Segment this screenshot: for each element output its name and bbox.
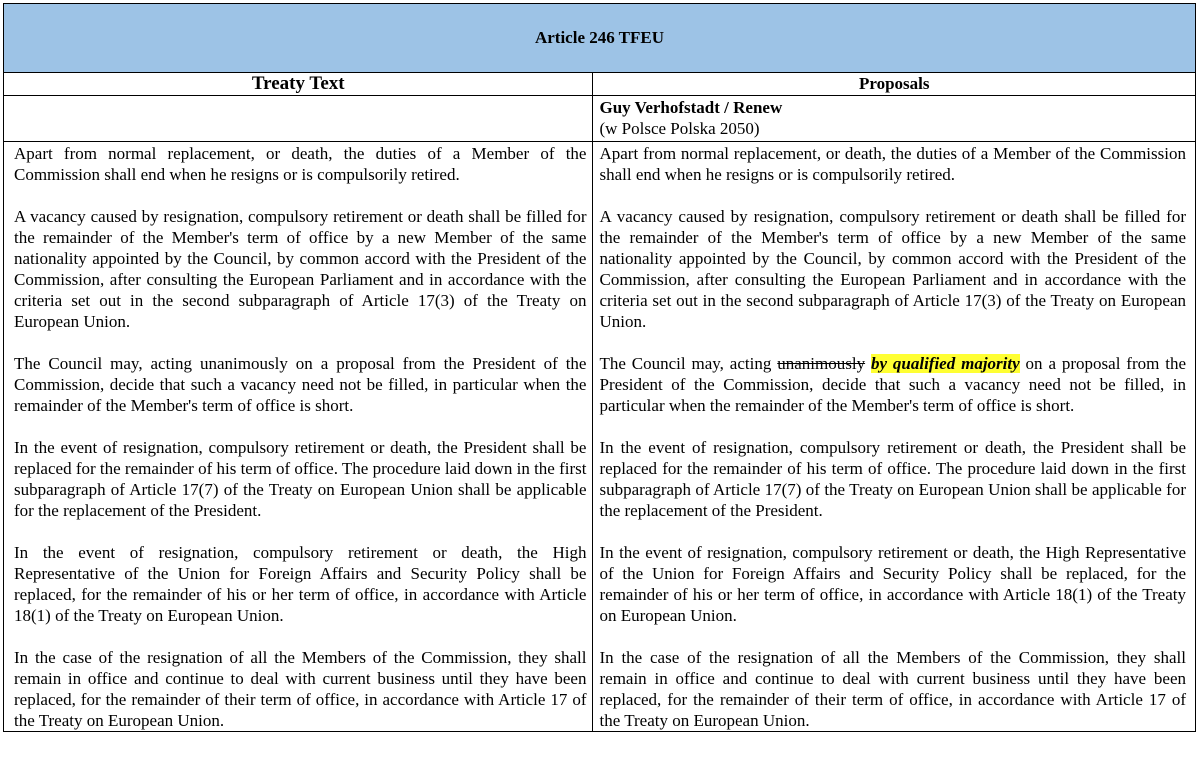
proposer-name: Guy Verhofstadt / Renew bbox=[599, 98, 783, 117]
treaty-paragraph-1: Apart from normal replacement, or death, the duties of a Member of the Commission shall end when he resigns or is compulsorily retired. bbox=[14, 144, 587, 184]
proposal-paragraph-1: Apart from normal replacement, or death, the duties of a Member of the Commission shall end when he resigns or is compulsorily retired. bbox=[599, 144, 1186, 184]
text-row bbox=[4, 142, 1196, 732]
proposer-cell bbox=[593, 96, 1196, 142]
title-row bbox=[4, 4, 1196, 73]
proposer-empty-cell bbox=[4, 96, 593, 142]
deleted-text: unanimously bbox=[777, 354, 866, 373]
treaty-paragraph-6: In the case of the resignation of all the Members of the Commission, they shall remain in office and continue to deal with current business until they have been replaced, for the remainder of their term of office, in accordance with Article 17 of the Treaty on European Union. bbox=[14, 648, 587, 730]
proposal-p3-before: The Council may, acting bbox=[599, 354, 778, 373]
header-row bbox=[4, 73, 1196, 96]
proposal-text-cell bbox=[593, 142, 1196, 732]
proposal-p3-after: on a proposal from the President of the Commission, decide that such a vacancy need not be filled, in particular when the remainder of the Member's term of office is short. bbox=[599, 354, 1186, 415]
document-title: Article 246 TFEU bbox=[4, 4, 1196, 73]
treaty-paragraph-5: In the event of resignation, compulsory retirement or death, the High Representative of the Union for Foreign Affairs and Security Policy shall be replaced, for the remainder of his or her term of office, in accordance with Article 18(1) of the Treaty on European Union. bbox=[14, 543, 587, 625]
treaty-text-cell bbox=[4, 142, 593, 732]
inserted-text: by qualified majority bbox=[870, 354, 1020, 373]
proposal-paragraph-6: In the case of the resignation of all the Members of the Commission, they shall remain in office and continue to deal with current business until they have been replaced, for the remainder of their term of office, in accordance with Article 17 of the Treaty on European Union. bbox=[599, 648, 1186, 730]
proposal-paragraph-5: In the event of resignation, compulsory retirement or death, the High Representative of the Union for Foreign Affairs and Security Policy shall be replaced, for the remainder of his or her term of office, in accordance with Article 18(1) of the Treaty on European Union. bbox=[599, 543, 1186, 625]
proposals-header: Proposals bbox=[593, 73, 1196, 96]
treaty-paragraph-2: A vacancy caused by resignation, compulsory retirement or death shall be filled for the remainder of the Member's term of office by a new Member of the same nationality appointed by the Council, by common accord with the President of the Commission, after consulting the European Parliament and in accordance with the criteria set out in the second subparagraph of Article 17(3) of the Treaty on European Union. bbox=[14, 207, 587, 331]
proposal-paragraph-4: In the event of resignation, compulsory retirement or death, the President shall be replaced for the remainder of his term of office. The procedure laid down in the first subparagraph of Article 17(7) of the Treaty on European Union shall be applicable for the replacement of the President. bbox=[599, 438, 1186, 520]
comparison-table bbox=[3, 3, 1196, 732]
treaty-paragraph-4: In the event of resignation, compulsory retirement or death, the President shall be replaced for the remainder of his term of office. The procedure laid down in the first subparagraph of Article 17(7) of the Treaty on European Union shall be applicable for the replacement of the President. bbox=[14, 438, 587, 520]
proposer-note: (w Polsce Polska 2050) bbox=[599, 119, 760, 138]
treaty-text-header: Treaty Text bbox=[4, 73, 593, 96]
treaty-paragraph-3: The Council may, acting unanimously on a proposal from the President of the Commission, decide that such a vacancy need not be filled, in particular when the remainder of the Member's term of office is short. bbox=[14, 354, 587, 415]
proposal-paragraph-2: A vacancy caused by resignation, compulsory retirement or death shall be filled for the remainder of the Member's term of office by a new Member of the same nationality appointed by the Council, by common accord with the President of the Commission, after consulting the European Parliament and in accordance with the criteria set out in the second subparagraph of Article 17(3) of the Treaty on European Union. bbox=[599, 207, 1186, 331]
proposer-row bbox=[4, 96, 1196, 142]
proposal-paragraph-3 bbox=[599, 353, 1186, 416]
